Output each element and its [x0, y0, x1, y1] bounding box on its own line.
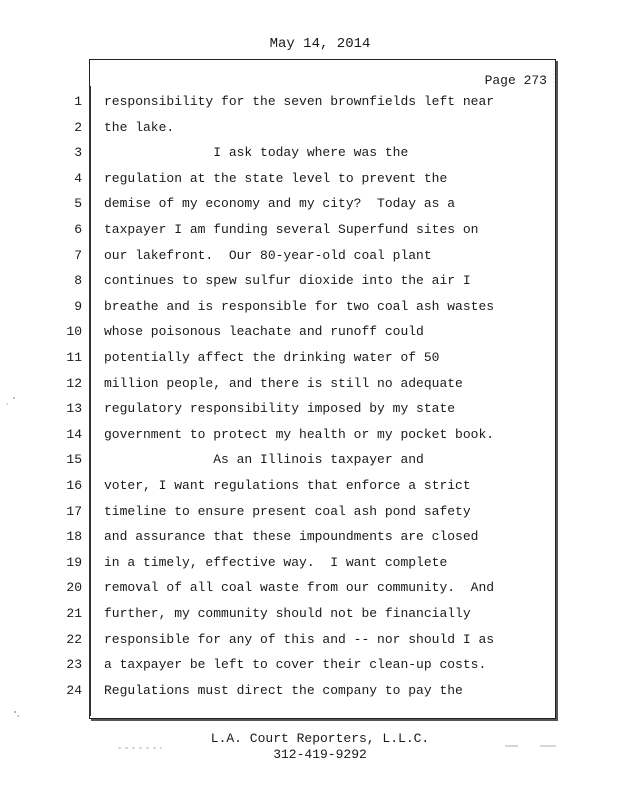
- footer-company: L.A. Court Reporters, L.L.C.: [210, 731, 430, 746]
- line-text: government to protect my health or my pocket book.: [104, 426, 495, 442]
- line-number: 21: [66, 606, 82, 621]
- transcript-line: [0, 166, 560, 192]
- line-text: responsible for any of this and -- nor should I as: [104, 631, 495, 647]
- line-number: 2: [74, 119, 82, 135]
- line-text: potentially affect the drinking water of 50: [104, 350, 440, 365]
- line-number: 9: [74, 298, 82, 314]
- line-number: 18: [66, 529, 82, 545]
- line-text: our lakefront. Our 80-year-old coal plant: [104, 247, 432, 263]
- line-text: a taxpayer be left to cover their clean-up costs.: [104, 657, 487, 673]
- transcript-line: [0, 499, 560, 525]
- line-text: I ask today where was the: [104, 145, 409, 161]
- transcript-line: [0, 217, 560, 243]
- line-number: 8: [74, 273, 82, 289]
- transcript-line: [0, 115, 560, 141]
- line-number: 6: [74, 222, 82, 237]
- line-text: demise of my economy and my city? Today as a: [104, 196, 456, 212]
- transcript-line: [0, 371, 560, 397]
- header-date: May 14, 2014: [269, 36, 371, 52]
- transcript-line: [0, 627, 560, 653]
- line-text: Regulations must direct the company to pay the: [104, 682, 463, 698]
- line-number: 22: [66, 631, 82, 647]
- line-number: 14: [66, 426, 82, 442]
- line-number: 4: [74, 170, 82, 186]
- line-number: 10: [66, 324, 82, 340]
- line-text: voter, I want regulations that enforce a strict: [104, 478, 471, 493]
- transcript-line: [0, 243, 560, 269]
- line-number: 1: [74, 94, 82, 109]
- line-number: 11: [66, 350, 82, 365]
- transcript-line: [0, 473, 560, 499]
- transcript-line: [0, 89, 560, 115]
- line-text: and assurance that these impoundments are closed: [104, 529, 479, 545]
- line-text: regulation at the state level to prevent the: [104, 170, 448, 186]
- transcript-line: [0, 601, 560, 627]
- transcript-line: [0, 294, 560, 320]
- line-text: As an Illinois taxpayer and: [104, 452, 424, 468]
- transcript-line: [0, 550, 560, 576]
- transcript-line: [0, 678, 560, 704]
- line-number: 7: [74, 247, 82, 263]
- line-text: the lake.: [104, 119, 175, 135]
- line-number: 16: [66, 478, 82, 493]
- line-number: 19: [66, 554, 82, 570]
- transcript-line: [0, 396, 560, 422]
- transcript-line: [0, 652, 560, 678]
- line-text: breathe and is responsible for two coal ash wastes: [104, 298, 495, 314]
- line-text: regulatory responsibility imposed by my state: [104, 401, 456, 417]
- line-number: 20: [66, 580, 82, 596]
- transcript-line: [0, 422, 560, 448]
- transcript-line: [0, 191, 560, 217]
- line-number: 3: [74, 145, 82, 161]
- transcript-line: [0, 447, 560, 473]
- footer-phone: 312-419-9292: [273, 747, 367, 762]
- line-text: responsibility for the seven brownfields left near: [104, 94, 495, 109]
- line-text: taxpayer I am funding several Superfund sites on: [104, 222, 479, 237]
- transcript-line: [0, 524, 560, 550]
- line-text: in a timely, effective way. I want complete: [104, 554, 448, 570]
- line-number: 12: [66, 375, 82, 391]
- transcript-line: [0, 268, 560, 294]
- line-text: million people, and there is still no adequate: [104, 375, 463, 391]
- line-text: removal of all coal waste from our community. And: [104, 580, 495, 596]
- transcript-line: [0, 345, 560, 371]
- line-text: timeline to ensure present coal ash pond safety: [104, 503, 471, 519]
- line-text: continues to spew sulfur dioxide into the air I: [104, 273, 471, 289]
- line-text: further, my community should not be financially: [104, 606, 471, 621]
- footer: [0, 731, 618, 763]
- line-number: 17: [66, 503, 82, 519]
- line-number: 15: [66, 452, 82, 468]
- transcript-line: [0, 575, 560, 601]
- transcript-line: [0, 140, 560, 166]
- page-number: Page 273: [484, 73, 547, 88]
- transcript-line: [0, 319, 560, 345]
- line-number: 13: [66, 401, 82, 417]
- line-number: 5: [74, 196, 82, 212]
- line-text: whose poisonous leachate and runoff could: [104, 324, 424, 340]
- line-number: 23: [66, 657, 82, 673]
- line-number: 24: [66, 682, 82, 698]
